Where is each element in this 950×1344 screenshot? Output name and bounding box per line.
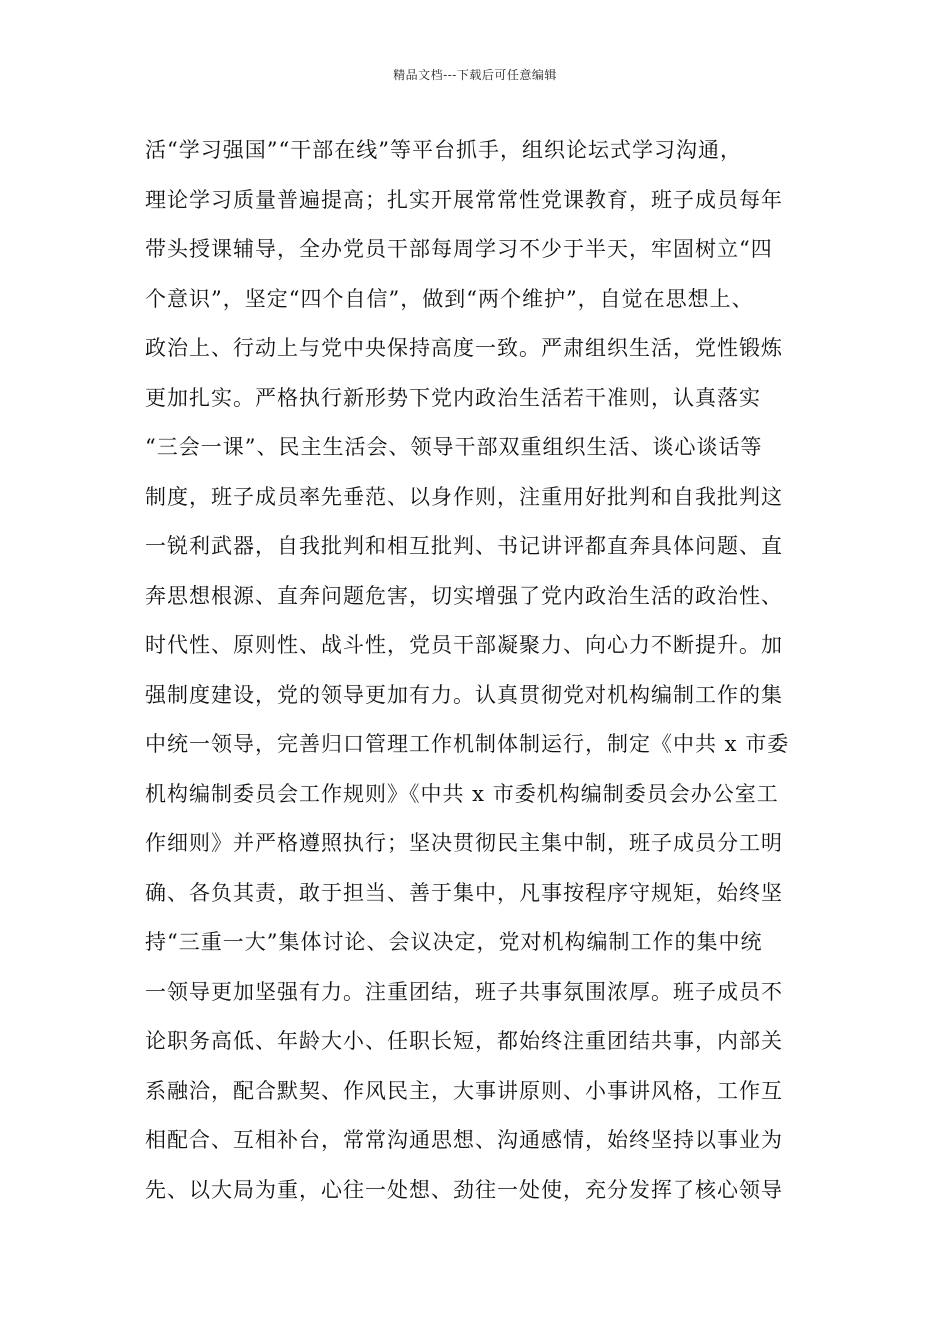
text-line: 确、各负其责，敢于担当、善于集中，凡事按程序守规矩，始终坚 [145,880,783,905]
text-line: 系融洽，配合默契、作风民主，大事讲原则、小事讲风格，工作互 [145,1078,783,1103]
text-line: 论职务高低、年龄大小、任职长短，都始终注重团结共事，内部关 [145,1029,783,1053]
document-body [145,126,825,1215]
text-line: 政治上、行动上与党中央保持高度一致。严肃组织生活，党性锻炼 [145,336,783,360]
text-line: 机构编制委员会工作规则》《中共 x 市委机构编制委员会办公室工 [145,781,779,806]
text-line: 作细则》并严格遵照执行；坚决贯彻民主集中制，班子成员分工明 [145,831,783,855]
text-line: 制度，班子成员率先垂范、以身作则，注重用好批判和自我批判这 [145,484,783,509]
text-line: 一领导更加坚强有力。注重团结，班子共事氛围浓厚。班子成员不 [145,979,783,1004]
text-line: 相配合、互相补台，常常沟通思想、沟通感情，始终坚持以事业为 [145,1128,783,1152]
text-line: 强制度建设，党的领导更加有力。认真贯彻党对机构编制工作的集 [145,682,783,707]
text-line: 中统一领导，完善归口管理工作机制体制运行，制定《中共 x 市委 [145,732,790,756]
text-line: 活“学习强国”“干部在线”等平台抓手，组织论坛式学习沟通， [145,138,742,162]
text-line: 带头授课辅导，全办党员干部每周学习不少于半天，牢固树立“四 [145,237,773,261]
text-line: “三会一课”、民主生活会、领导干部双重组织生活、谈心谈话等 [145,435,763,459]
text-line: 一锐利武器，自我批判和相互批判、书记讲评都直奔具体问题、直 [145,534,783,558]
text-line: 先、以大局为重，心往一处想、劲往一处使，充分发挥了核心领导 [145,1177,783,1202]
text-line: 更加扎实。严格执行新形势下党内政治生活若干准则，认真落实 [145,385,761,410]
text-line: 持“三重一大”集体讨论、会议决定，党对机构编制工作的集中统 [145,930,763,954]
page-header: 精品文档---下载后可任意编辑 [393,68,557,82]
text-line: 个意识”，坚定“四个自信”，做到“两个维护”，自觉在思想上、 [145,286,754,311]
text-line: 理论学习质量普遍提高；扎实开展常常性党课教育，班子成员每年 [145,187,783,212]
text-line: 时代性、原则性、战斗性，党员干部凝聚力、向心力不断提升。加 [145,633,783,657]
text-line: 奔思想根源、直奔问题危害，切实增强了党内政治生活的政治性、 [145,583,783,608]
